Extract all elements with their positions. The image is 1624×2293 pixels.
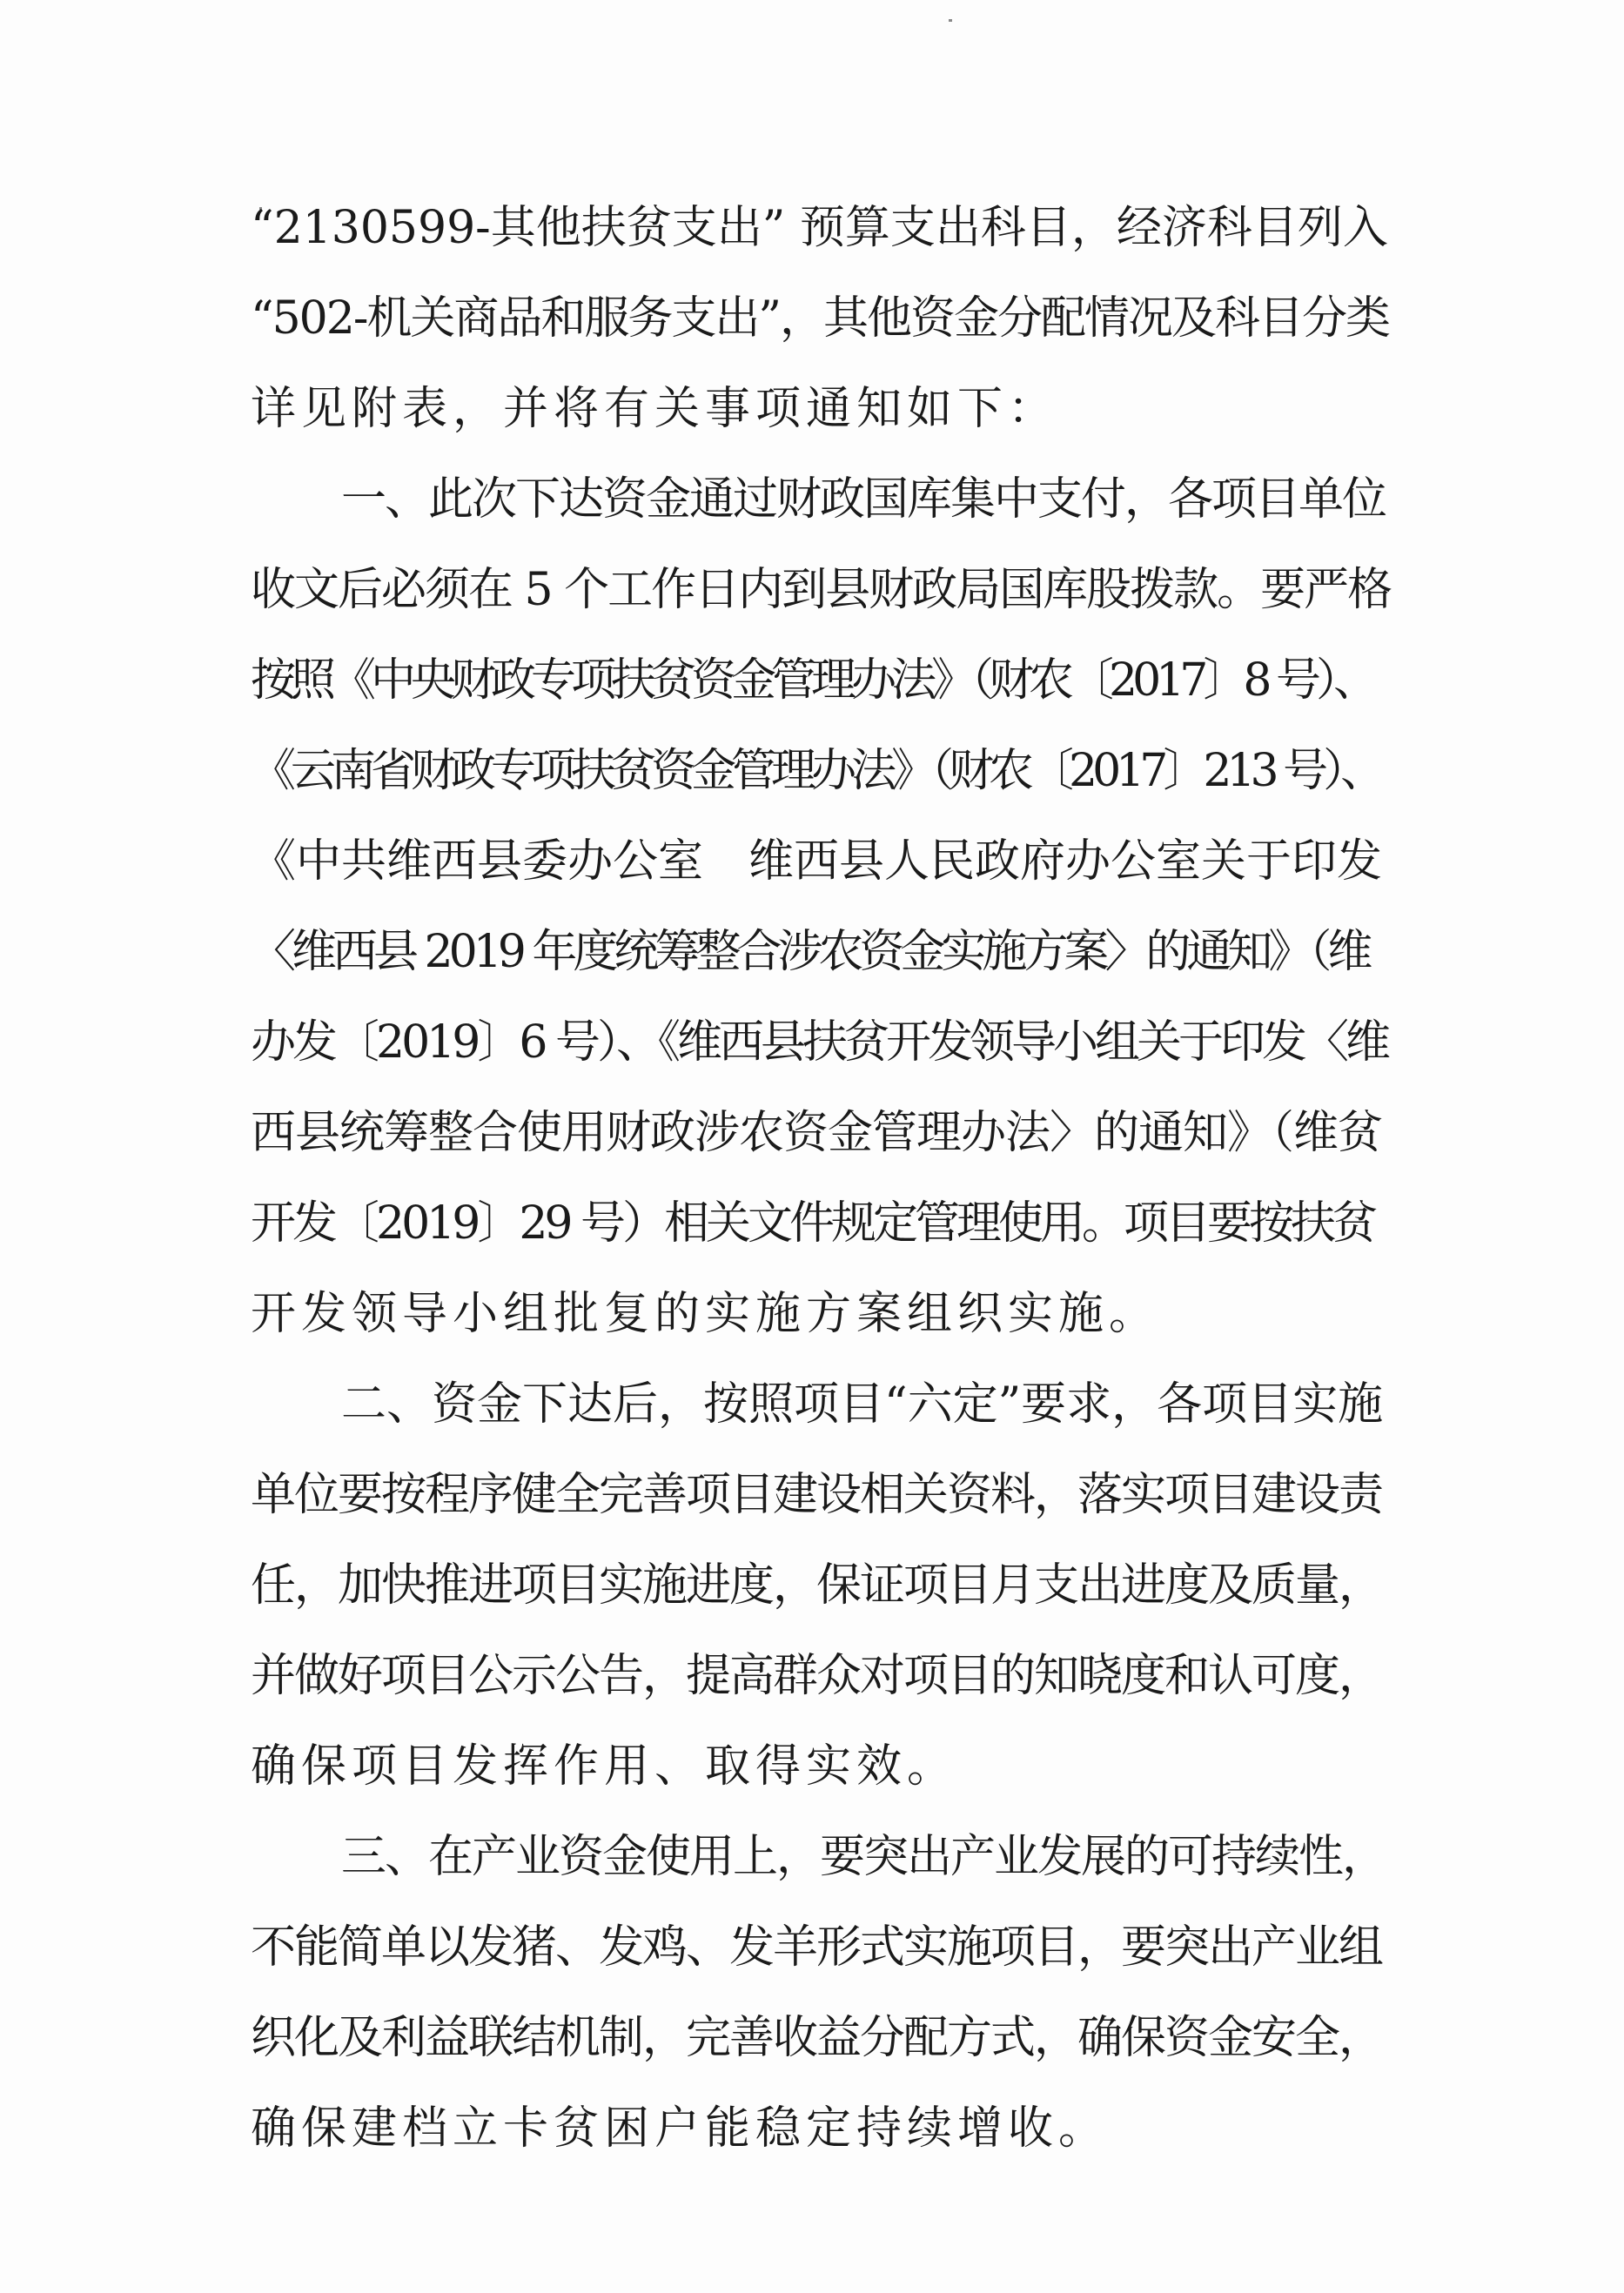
text-line: 按照《中央财政专项扶贫资金管理办法》（财农〔2017〕8 号）、: [251, 654, 1373, 707]
scan-dot-top: [949, 19, 952, 22]
text-line: 开发〔2019〕29 号）相关文件规定管理使用。项目要按扶贫: [251, 1197, 1375, 1250]
text-line: 任，加快推进项目实施进度，保证项目月支出进度及质量，: [251, 1559, 1383, 1612]
text-line: 确保建档立卡贫困户能稳定持续增收。: [251, 2102, 1110, 2155]
text-line: 收文后必须在 5 个工作日内到县财政局国库股拨款。要严格: [251, 564, 1392, 616]
text-line: 开发领导小组批复的实施方案组织实施。: [251, 1288, 1160, 1340]
text-line: 〈维西县 2019 年度统筹整合涉农资金实施方案〉的通知》（维: [251, 926, 1369, 978]
text-line: 织化及利益联结机制，完善收益分配方式，确保资金安全，: [251, 2012, 1383, 2064]
paragraph-2-start: 二、资金下达后，按照项目“六定”要求，各项目实施: [341, 1378, 1384, 1431]
text-line: 《云南省财政专项扶贫资金管理办法》（财农〔2017〕213 号）、: [251, 745, 1381, 797]
paragraph-3-start: 三、在产业资金使用上，要突出产业发展的可持续性，: [341, 1831, 1386, 1883]
text-line: 并做好项目公示公告，提高群众对项目的知晓度和认可度，: [251, 1650, 1383, 1702]
document-body: [251, 183, 1391, 2174]
text-line: 《中共维西县委办公室 维西县人民政府办公室关于印发: [251, 835, 1383, 888]
text-line: 单位要按程序健全完善项目建设相关资料，落实项目建设责: [251, 1469, 1383, 1521]
paragraph-1-start: 一、此次下达资金通过财政国库集中支付，各项目单位: [341, 473, 1386, 526]
text-line: 详见附表，并将有关事项通知如下：: [251, 383, 1059, 435]
text-line: 办发〔2019〕6 号）、《维西县扶贫开发领导小组关于印发〈维: [251, 1016, 1387, 1069]
text-line: 不能简单以发猪、发鸡、发羊形式实施项目，要突出产业组: [251, 1921, 1383, 1974]
text-line: “2130599-其他扶贫支出” 预算支出科目，经济科目列入: [251, 202, 1388, 254]
text-line: 西县统筹整合使用财政涉农资金管理办法〉的通知》（维贫: [251, 1107, 1383, 1159]
text-line: “502-机关商品和服务支出”，其他资金分配情况及科目分类: [251, 292, 1389, 345]
text-line: 确保项目发挥作用、取得实效。: [251, 1740, 958, 1793]
